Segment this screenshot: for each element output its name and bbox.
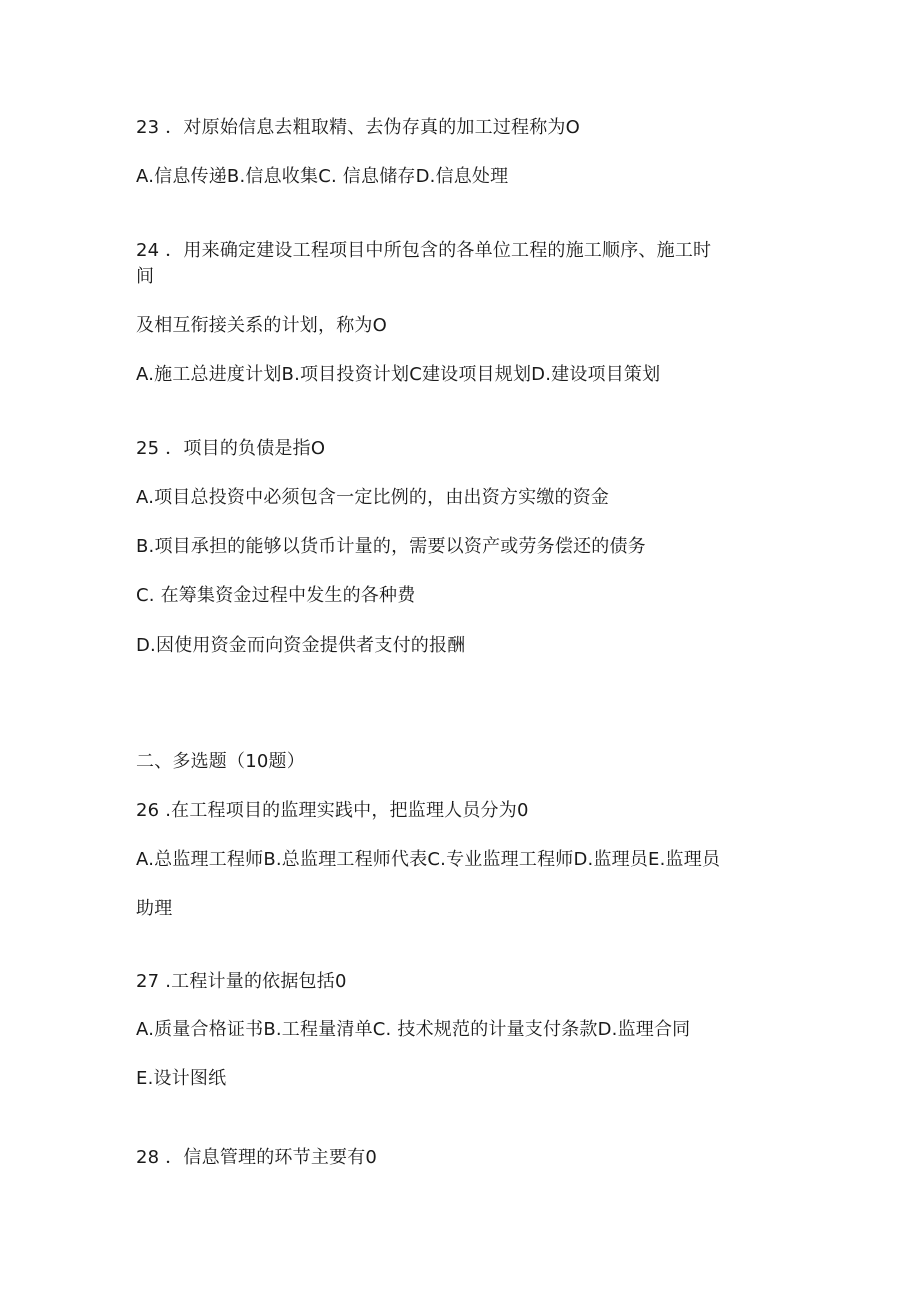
- question-23-stem: 23 ．对原始信息去粗取精、去伪存真的加工过程称为O: [136, 117, 580, 138]
- question-28-stem: 28 ．信息管理的环节主要有0: [136, 1147, 378, 1168]
- question-24-options: A.施工总进度计划B.项目投资计划C建设项目规划D.建设项目策划: [136, 364, 661, 385]
- section-heading-multiple-choice: 二、多选题（10题）: [136, 751, 305, 772]
- question-27-options-line2: E.设计图纸: [136, 1068, 227, 1089]
- question-26-options-line2: 助理: [136, 898, 173, 919]
- question-25-stem: 25 ．项目的负债是指O: [136, 438, 326, 459]
- question-24-stem-line2: 间: [136, 266, 155, 287]
- question-24-stem-line3: 及相互衔接关系的计划，称为O: [136, 315, 387, 336]
- question-27-stem: 27 .工程计量的依据包括0: [136, 971, 347, 992]
- question-26-stem: 26 .在工程项目的监理实践中，把监理人员分为0: [136, 800, 529, 821]
- question-24-stem-line1: 24 ．用来确定建设工程项目中所包含的各单位工程的施工顺序、施工时: [136, 240, 712, 261]
- question-25-option-b: B.项目承担的能够以货币计量的，需要以资产或劳务偿还的债务: [136, 536, 646, 557]
- question-27-options-line1: A.质量合格证书B.工程量清单C. 技术规范的计量支付条款D.监理合同: [136, 1019, 691, 1040]
- question-25-option-a: A.项目总投资中必须包含一定比例的，由出资方实缴的资金: [136, 487, 610, 508]
- question-26-options-line1: A.总监理工程师B.总监理工程师代表C.专业监理工程师D.监理员E.监理员: [136, 849, 721, 870]
- question-25-option-d: D.因使用资金而向资金提供者支付的报酬: [136, 635, 466, 656]
- question-23-options: A.信息传递B.信息收集C. 信息储存D.信息处理: [136, 166, 509, 187]
- question-25-option-c: C. 在筹集资金过程中发生的各种费: [136, 585, 416, 606]
